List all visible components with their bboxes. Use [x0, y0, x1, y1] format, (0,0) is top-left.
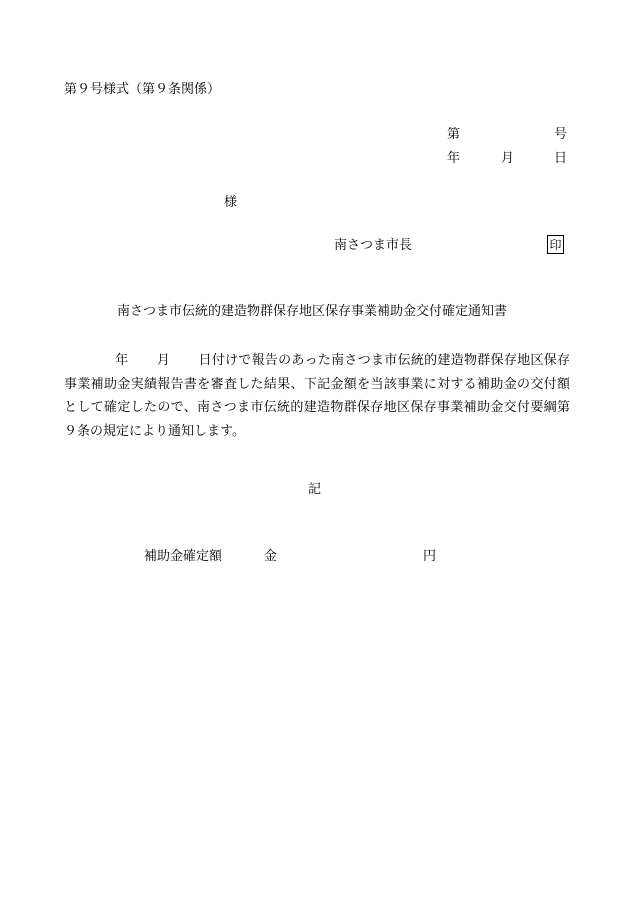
addressee-honorific: 様: [224, 195, 238, 210]
amount-unit: 円: [423, 549, 437, 564]
amount-label: 補助金確定額: [144, 549, 223, 564]
document-title: 南さつま市伝統的建造物群保存地区保存事業補助金交付確定通知書: [117, 304, 508, 319]
body-month-label: 月: [156, 353, 171, 368]
body-text: 日付けで報告のあった南さつま市伝統的建造物群保存地区保存事業補助金実績報告書を審査した結果、下記金額を当該事業に対する補助金の交付額として確定したので、南さつま市伝統的建造物群保存地区保存事業補助金交付要綱第９条の規定により通知します。: [64, 353, 570, 439]
amount-prefix: 金: [264, 549, 278, 564]
issuer-name: 南さつま市長: [334, 238, 413, 253]
form-number: 第９号様式（第９条関係）: [64, 82, 221, 97]
date-month-label: 月: [501, 151, 515, 166]
note-heading: 記: [308, 482, 322, 497]
date-year-label: 年: [447, 151, 461, 166]
date-day-label: 日: [554, 151, 568, 166]
document-number-suffix: 号: [554, 127, 568, 142]
body-paragraph: [64, 349, 570, 443]
seal-stamp: 印: [547, 235, 564, 254]
document-number-prefix: 第: [447, 127, 461, 142]
body-year-label: 年: [115, 353, 129, 368]
